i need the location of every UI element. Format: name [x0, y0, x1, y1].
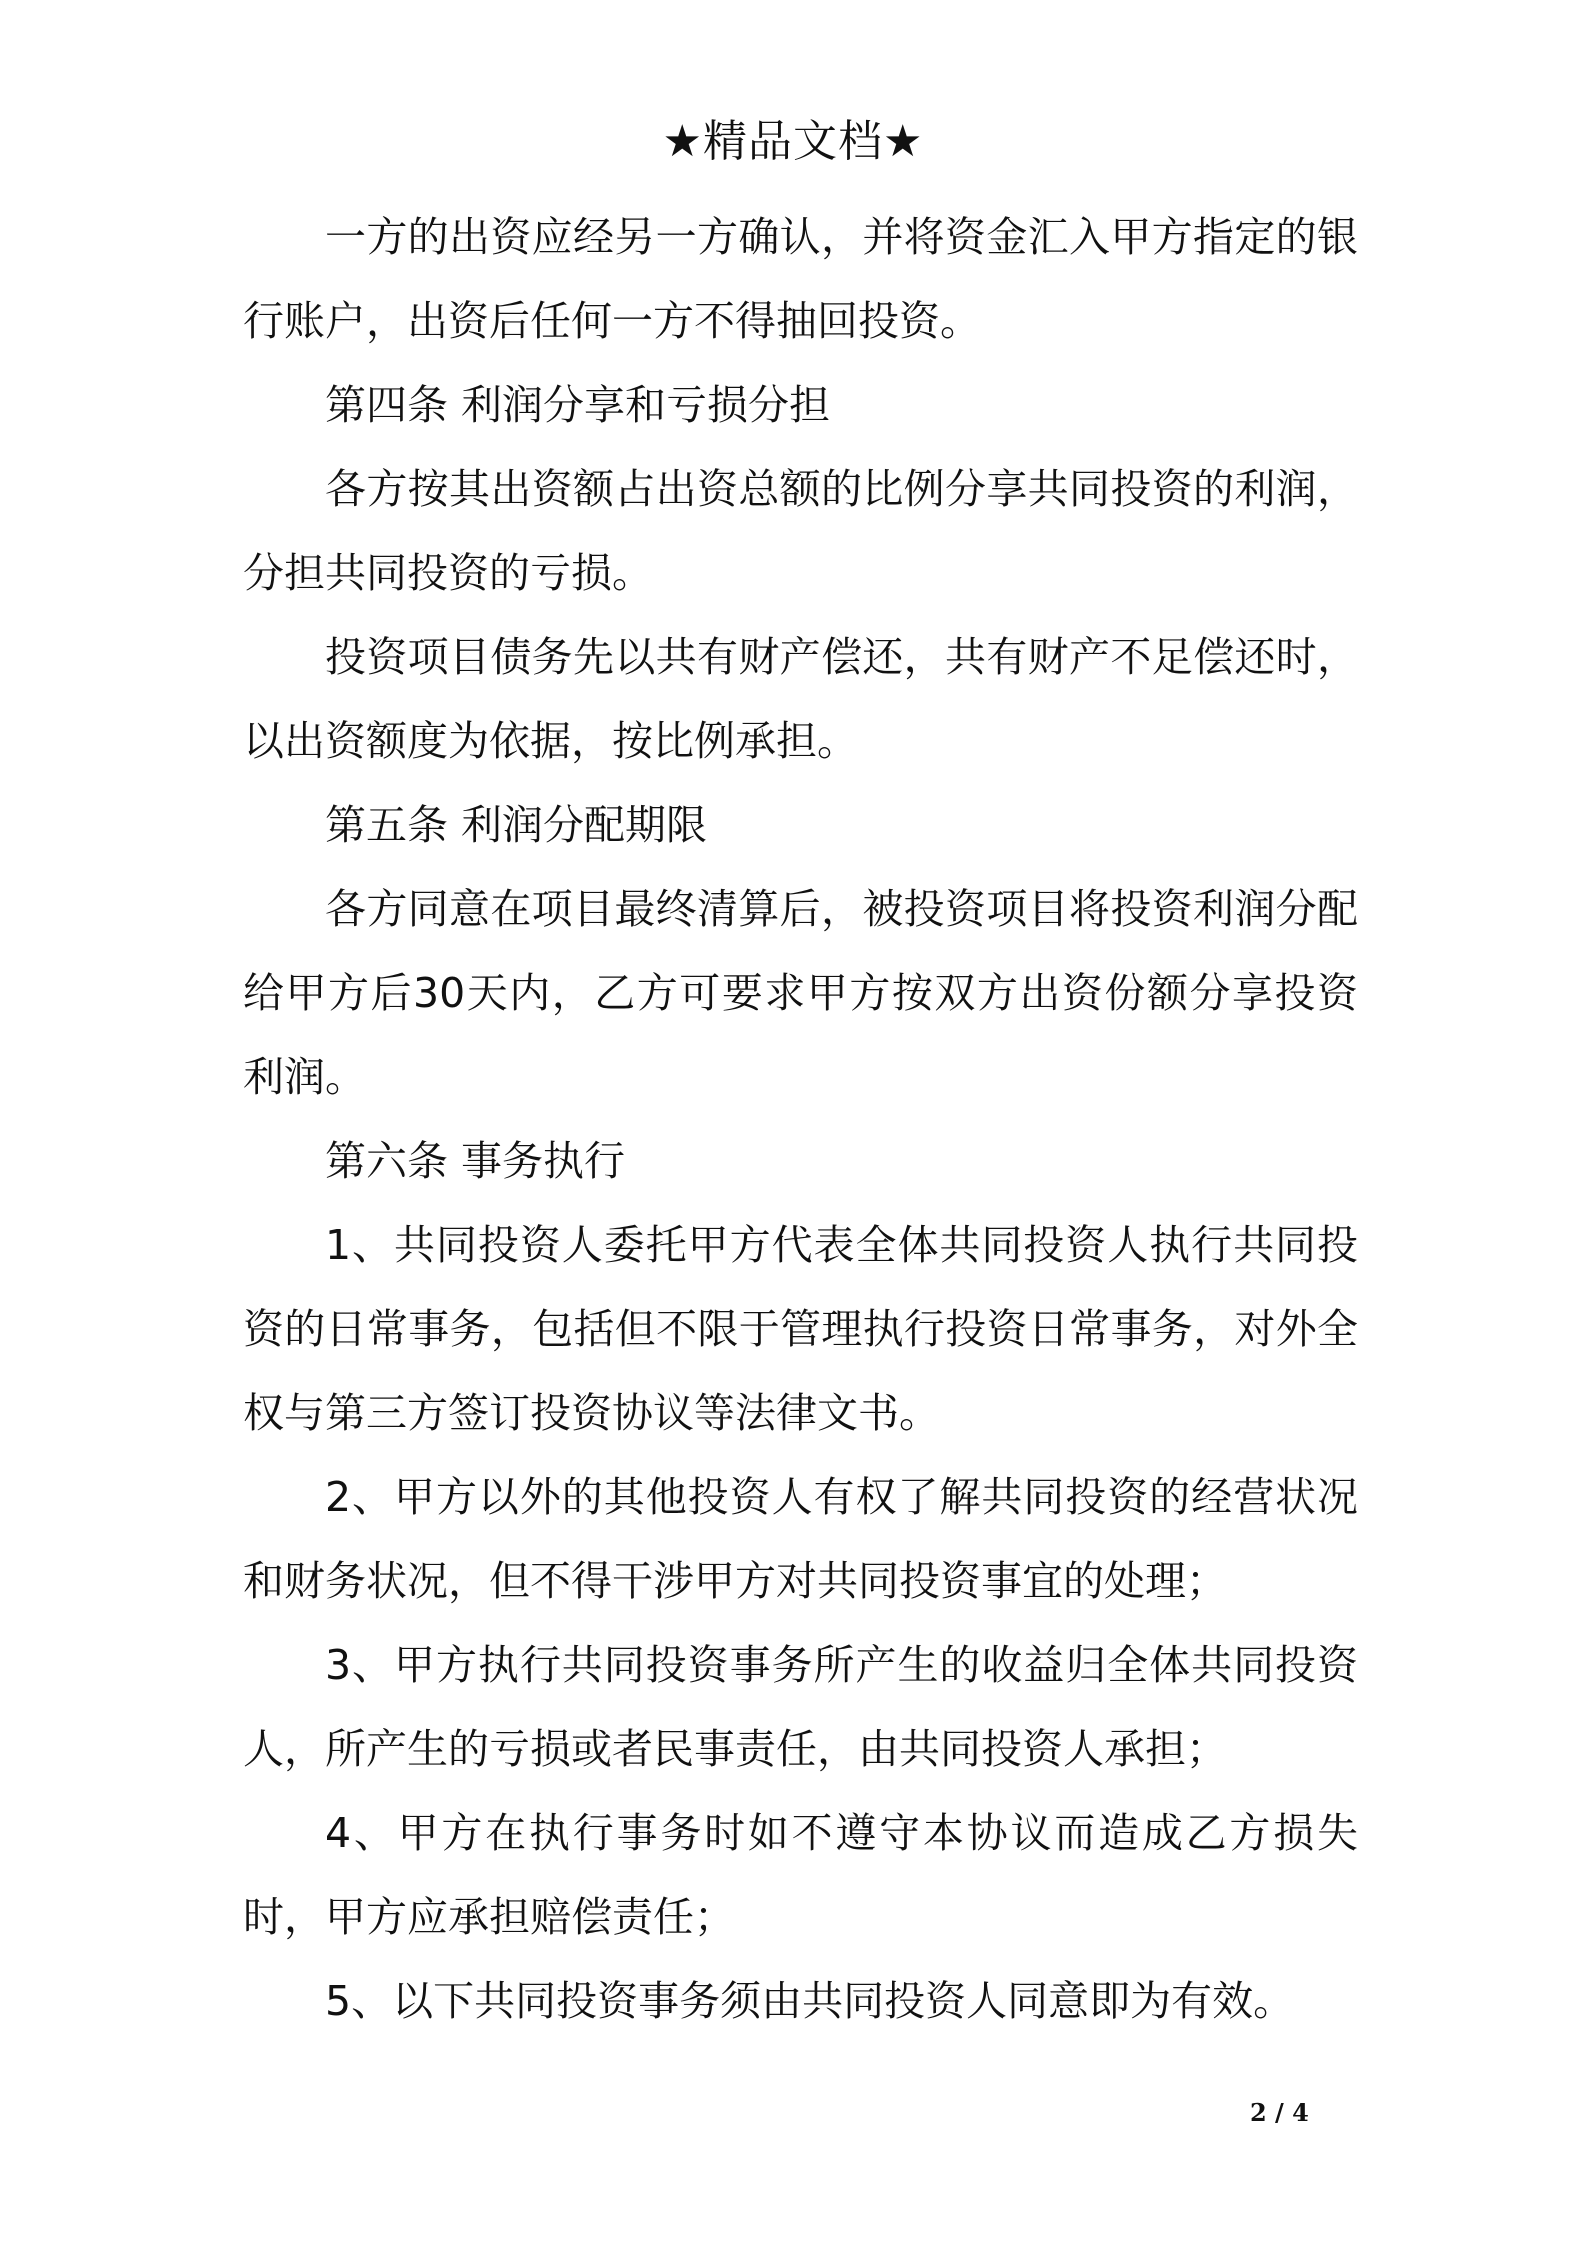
paragraph-profit-sharing: 各方按其出资额占出资总额的比例分享共同投资的利润，分担共同投资的亏损。 — [243, 465, 1358, 597]
clause-3: 3、甲方执行共同投资事务所产生的收益归全体共同投资人，所产生的亏损或者民事责任，由共同投资人承担； — [243, 1641, 1358, 1773]
article-4-heading: 第四条 利润分享和亏损分担 — [325, 381, 831, 429]
paragraph-distribution-period: 各方同意在项目最终清算后，被投资项目将投资利润分配给甲方后30天内，乙方可要求甲方按双方出资份额分享投资利润。 — [243, 885, 1358, 1101]
paragraph-capital-confirmation: 一方的出资应经另一方确认，并将资金汇入甲方指定的银行账户，出资后任何一方不得抽回投资。 — [243, 213, 1358, 345]
clause-4: 4、甲方在执行事务时如不遵守本协议而造成乙方损失时，甲方应承担赔偿责任； — [243, 1809, 1358, 1941]
article-5-heading: 第五条 利润分配期限 — [325, 801, 708, 849]
page-header-title: ★精品文档★ — [662, 116, 924, 167]
paragraph-debt-repayment: 投资项目债务先以共有财产偿还，共有财产不足偿还时，以出资额度为依据，按比例承担。 — [243, 633, 1358, 765]
clause-5: 5、以下共同投资事务须由共同投资人同意即为有效。 — [325, 1977, 1295, 2025]
clause-2: 2、甲方以外的其他投资人有权了解共同投资的经营状况和财务状况，但不得干涉甲方对共同投资事宜的处理； — [243, 1473, 1358, 1605]
clause-1: 1、共同投资人委托甲方代表全体共同投资人执行共同投资的日常事务，包括但不限于管理执行投资日常事务，对外全权与第三方签订投资协议等法律文书。 — [243, 1221, 1358, 1437]
article-6-heading: 第六条 事务执行 — [325, 1137, 626, 1185]
page-number: 2 / 4 — [1250, 2098, 1309, 2127]
document-body — [243, 195, 1358, 2043]
